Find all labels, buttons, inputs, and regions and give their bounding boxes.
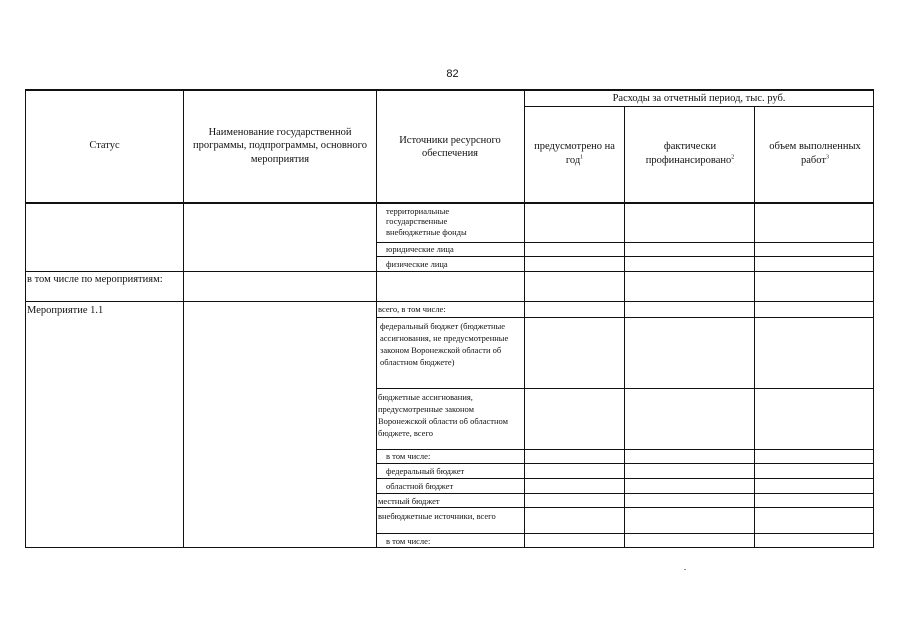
row-line	[376, 478, 874, 479]
source-territorial-funds: территориальные государственные внебюджетные фонды	[386, 206, 467, 237]
source-legal-entities: юридические лица	[386, 244, 454, 254]
row-line	[376, 493, 874, 494]
source-including-2: в том числе:	[386, 536, 431, 546]
row-line	[376, 242, 874, 243]
row-line	[376, 449, 874, 450]
col-line	[754, 106, 755, 548]
row-line	[376, 463, 874, 464]
footnote-marker: 3	[825, 154, 829, 161]
source-federal-budget-note: федеральный бюджет (бюджетные ассигнования, не предусмотренные законом Воронежской области об областном бюджете)	[380, 321, 509, 368]
header-planned-label: предусмотрено на год	[534, 141, 615, 167]
header-expenses-group: Расходы за отчетный период, тыс. руб.	[612, 93, 786, 104]
source-local-budget: местный бюджет	[378, 496, 440, 506]
scan-speck	[684, 569, 686, 570]
source-budget-allocations-total: бюджетные ассигнования, предусмотренные законом Воронежской области об областном бюджете, всего	[378, 392, 508, 439]
col-line	[624, 106, 625, 548]
header-financed	[627, 140, 753, 168]
header-planned	[525, 140, 624, 168]
footnote-marker: 2	[731, 154, 735, 161]
footnote-marker: 1	[580, 154, 584, 161]
row-line	[25, 271, 874, 272]
source-federal-budget: федеральный бюджет	[386, 466, 465, 476]
including-measures-label: в том числе по мероприятиям:	[27, 274, 163, 285]
col-line	[376, 89, 377, 548]
header-works-label: объем выполненных работ	[769, 141, 861, 167]
page-number: 82	[446, 68, 459, 80]
table-top-border	[25, 89, 874, 91]
col-line	[183, 89, 184, 548]
row-line	[376, 256, 874, 257]
source-including-1: в том числе:	[386, 451, 431, 461]
col-line	[25, 89, 26, 548]
header-bottom-border	[25, 202, 874, 204]
table-bottom-border	[25, 547, 874, 548]
row-line	[376, 533, 874, 534]
source-regional-budget: областной бюджет	[386, 481, 454, 491]
header-status: Статус	[89, 140, 120, 151]
col-line	[873, 89, 874, 548]
header-financed-label: фактически профинансировано	[645, 141, 732, 167]
source-extrabudget-total: внебюджетные источники, всего	[378, 511, 496, 521]
row-line	[25, 301, 874, 302]
measure-name: Мероприятие 1.1	[27, 305, 104, 316]
row-line	[376, 317, 874, 318]
row-line	[376, 507, 874, 508]
header-works	[757, 140, 873, 168]
source-individuals: физические лица	[386, 259, 448, 269]
header-program-name: Наименование государственной программы, подпрограммы, основного мероприятия	[193, 127, 367, 165]
expenses-group-divider	[524, 106, 874, 107]
source-total-including: всего, в том числе:	[378, 304, 446, 314]
header-sources: Источники ресурсного обеспечения	[399, 135, 501, 160]
row-line	[376, 388, 874, 389]
